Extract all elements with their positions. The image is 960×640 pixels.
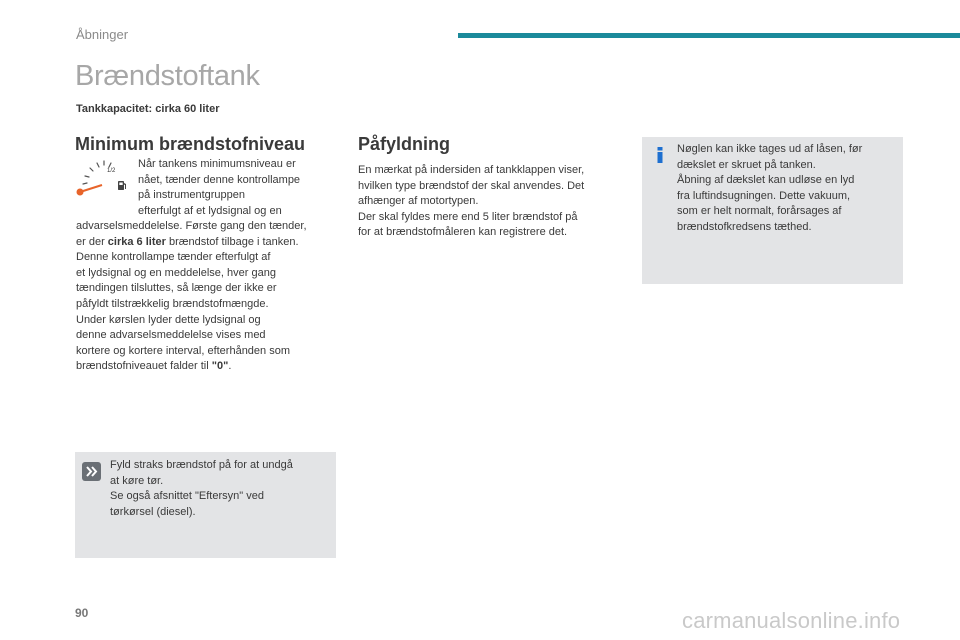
filling-heading: Påfyldning [358, 134, 451, 154]
tank-capacity: Tankkapacitet: cirka 60 liter [76, 103, 220, 115]
double-chevron-icon [82, 462, 101, 481]
note-text: Fyld straks brændstof på for at undgå at køre tør. Se også afsnittet "Eftersyn" ved tørkørsel (diesel). [110, 459, 293, 518]
warning-light-dot [77, 189, 84, 196]
info-text: Nøglen kan ikke tages ud af låsen, før dækslet er skruet på tanken. Åbning af dækslet kan udløse en lyd fra luftindsugningen. Dette vakuum, som er helt normalt, forårsages af brændstofkredsens tæthed. [677, 143, 863, 233]
fuel-pump-icon [118, 181, 126, 190]
zero-level: "0" [211, 360, 229, 373]
cross-reference-box [75, 452, 336, 558]
remaining-fuel-amount: cirka 6 liter [107, 235, 166, 248]
minimum-heading: Minimum brændstofniveau [75, 134, 306, 154]
gauge-tick [83, 183, 87, 184]
gauge-tick [85, 176, 89, 177]
gauge-tick [97, 163, 99, 167]
info-box [642, 137, 903, 284]
page-title: Brændstoftank [75, 60, 260, 92]
page-number: 90 [75, 606, 89, 620]
filling-body: En mærkat på indersiden af tankklappen viser, hvilken type brændstof der skal anvendes. Det afhænger af motortypen. Der skal fyldes mere end 5 liter brændstof på for at brændstofmåleren kan registrere det. [358, 164, 585, 239]
info-icon [651, 146, 669, 164]
watermark: carmanualsonline.info [682, 608, 901, 633]
gauge-tick [90, 168, 93, 171]
header-accent-bar [458, 33, 960, 38]
minimum-intro: Når tankens minimumsniveau er nået, tænder denne kontrollampe på instrumentgruppen efterfulgt af et lydsignal og en [138, 158, 301, 217]
gauge-tick [109, 163, 111, 167]
gauge-half-label: 1/2 [107, 168, 116, 174]
minimum-body: advarselsmeddelelse. Første gang den tænder, er der cirka 6 liter brændstof tilbage i tanken. Denne kontrollampe tænder efterfulgt af et lydsignal og en meddelelse, hver gang tændingen tilsluttes, så længe der ikke er påfyldt tilstrækkelig brændstofmængde. Under kørslen lyder dette lydsignal og denne advarselsmeddelelse vises med kortere og kortere interval, efterhånden som brændstofniveauet falder til "0". [76, 220, 307, 373]
section-label: Åbninger [76, 27, 129, 42]
fuel-gauge-icon [74, 154, 134, 204]
